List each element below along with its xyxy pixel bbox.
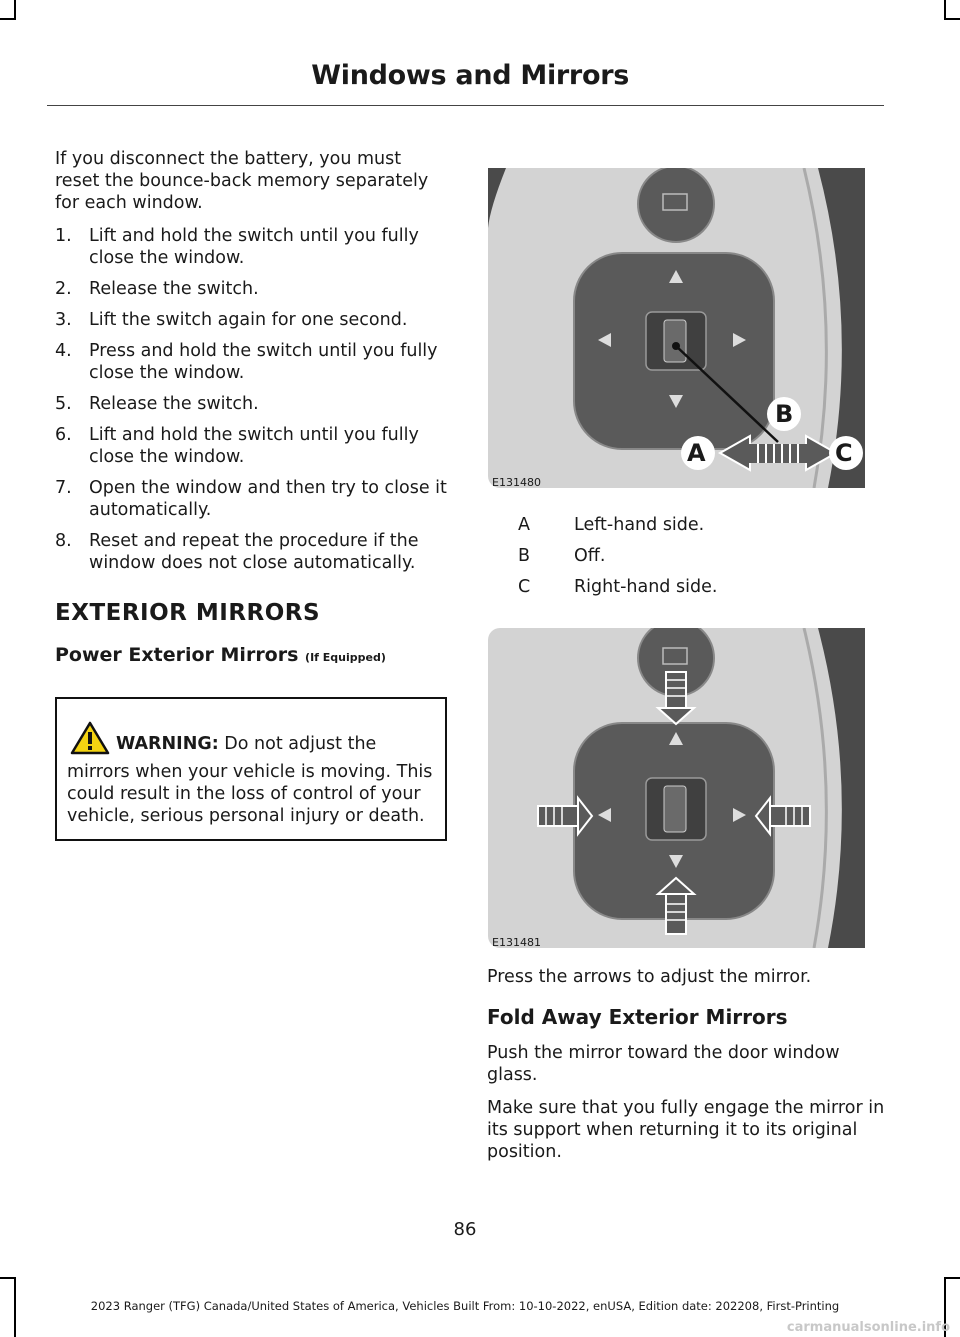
- list-item: [55, 477, 447, 521]
- page-number: 86: [453, 1219, 477, 1240]
- watermark: carmanualsonline.info: [786, 1320, 950, 1335]
- mirror-switch-figure-1: [488, 168, 865, 488]
- legend-text: Right-hand side.: [574, 577, 718, 597]
- list-item-number: 4.: [55, 341, 72, 361]
- press-text: Press the arrows to adjust the mirror.: [487, 967, 812, 987]
- list-item-number: 6.: [55, 425, 72, 445]
- warning-icon: [70, 721, 110, 761]
- callout-c: C: [835, 439, 853, 467]
- crop-mark: [944, 0, 946, 20]
- list-item-text: Release the switch.: [89, 279, 259, 299]
- list-item: [55, 530, 447, 574]
- crop-mark: [0, 1277, 16, 1279]
- warning-box: [55, 697, 447, 841]
- callout-a: A: [687, 439, 706, 467]
- figure-1-code: E131480: [492, 476, 541, 489]
- mirror-switch-figure-2: [488, 628, 865, 948]
- crop-mark: [944, 1277, 960, 1279]
- crop-mark: [14, 0, 16, 20]
- footer-text: 2023 Ranger (TFG) Canada/United States of America, Vehicles Built From: 10-10-2022, enUSA, Edition date: 202208, First-Printing: [90, 1299, 840, 1313]
- list-item-number: 8.: [55, 531, 72, 551]
- list-item: [55, 340, 447, 384]
- list-item-number: 3.: [55, 310, 72, 330]
- list-item: [55, 278, 447, 300]
- list-item: [55, 225, 447, 269]
- header-rule: [47, 105, 884, 106]
- subheading: [55, 644, 447, 669]
- list-item-text: Release the switch.: [89, 394, 259, 414]
- fold-heading: Fold Away Exterior Mirrors: [487, 1005, 788, 1029]
- section-heading: EXTERIOR MIRRORS: [55, 600, 321, 626]
- page-header: [0, 60, 935, 91]
- subheading-note: (If Equipped): [305, 651, 386, 664]
- warning-text: Do not adjust the mirrors when your vehicle is moving. This could result in the loss of control of your vehicle, serious personal injury or death.: [67, 734, 433, 826]
- warning-label: WARNING:: [116, 734, 219, 754]
- crop-mark: [0, 18, 16, 20]
- intro-paragraph: If you disconnect the battery, you must reset the bounce-back memory separately for each window.: [55, 149, 429, 213]
- left-column: [55, 148, 447, 841]
- figure-2-code: E131481: [492, 936, 541, 949]
- list-item: [55, 393, 447, 415]
- list-item-text: Lift the switch again for one second.: [89, 310, 408, 330]
- list-item-text: Press and hold the switch until you fully close the window.: [89, 341, 438, 383]
- list-item-text: Lift and hold the switch until you fully close the window.: [89, 226, 419, 268]
- list-item-number: 5.: [55, 394, 72, 414]
- crop-mark: [944, 18, 960, 20]
- legend-key: C: [518, 577, 531, 597]
- steps-list: [55, 225, 447, 574]
- page-title: Windows and Mirrors: [311, 60, 629, 91]
- fold-paragraph-2: Make sure that you fully engage the mirror in its support when returning it to its original position.: [487, 1098, 885, 1162]
- subheading-title: Power Exterior Mirrors: [55, 644, 299, 666]
- fold-paragraph-1: Push the mirror toward the door window glass.: [487, 1043, 840, 1085]
- legend-key: A: [518, 515, 530, 535]
- list-item-number: 1.: [55, 226, 72, 246]
- list-item-text: Reset and repeat the procedure if the window does not close automatically.: [89, 531, 419, 573]
- list-item-text: Open the window and then try to close it automatically.: [89, 478, 447, 520]
- list-item: [55, 309, 447, 331]
- callout-b: B: [775, 400, 794, 428]
- legend-text: Left-hand side.: [574, 515, 705, 535]
- list-item-text: Lift and hold the switch until you fully close the window.: [89, 425, 419, 467]
- legend-key: B: [518, 546, 531, 566]
- legend-text: Off.: [574, 546, 606, 566]
- right-column: [487, 966, 887, 1174]
- list-item: [55, 424, 447, 468]
- list-item-number: 7.: [55, 478, 72, 498]
- list-item-number: 2.: [55, 279, 72, 299]
